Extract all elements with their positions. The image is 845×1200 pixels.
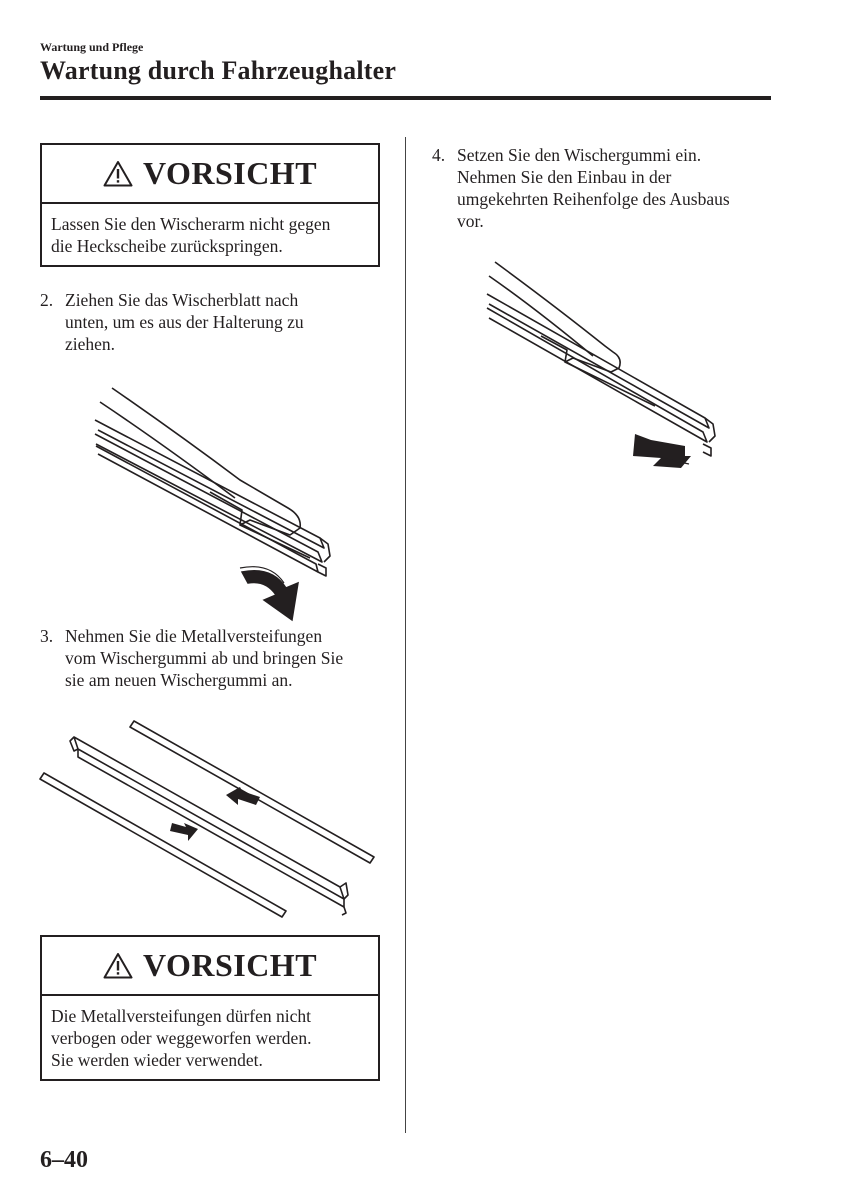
caution-line: Die Metallversteifungen dürfen nicht bbox=[51, 1006, 311, 1026]
title-rule bbox=[40, 96, 771, 100]
step-line: ziehen. bbox=[65, 334, 116, 354]
caution-line: Lassen Sie den Wischerarm nicht gegen bbox=[51, 214, 331, 234]
step-line: Nehmen Sie den Einbau in der bbox=[457, 167, 672, 187]
step-line: unten, um es aus der Halterung zu bbox=[65, 312, 304, 332]
step-line: umgekehrten Reihenfolge des Ausbaus bbox=[457, 189, 730, 209]
step-text bbox=[65, 625, 343, 691]
caution-body bbox=[42, 996, 378, 1081]
step-number: 4. bbox=[432, 145, 446, 165]
caution-heading: VORSICHT bbox=[142, 155, 318, 191]
step-line: sie am neuen Wischergummi an. bbox=[65, 670, 293, 690]
caution-heading: VORSICHT bbox=[142, 947, 318, 983]
step-number: 3. bbox=[40, 626, 54, 646]
caution-line: Sie werden wieder verwendet. bbox=[51, 1050, 263, 1070]
caution-line: verbogen oder weggeworfen werden. bbox=[51, 1028, 312, 1048]
arrow-down-icon bbox=[242, 571, 298, 620]
step-text bbox=[65, 289, 304, 355]
wiper-removal-illustration bbox=[90, 380, 350, 630]
caution-body bbox=[42, 204, 378, 267]
caution-header bbox=[42, 145, 378, 204]
caution-header bbox=[42, 937, 378, 996]
step-3 bbox=[40, 625, 390, 695]
step-text bbox=[457, 144, 730, 232]
wiper-install-illustration bbox=[485, 258, 725, 473]
arrow-right-icon bbox=[170, 823, 198, 841]
warning-triangle-icon bbox=[103, 160, 133, 187]
step-2 bbox=[40, 289, 390, 359]
caution-box-1 bbox=[40, 143, 380, 267]
step-line: Setzen Sie den Wischergummi ein. bbox=[457, 145, 702, 165]
column-divider bbox=[405, 137, 406, 1133]
page-number: 6–40 bbox=[40, 1147, 88, 1173]
warning-triangle-icon bbox=[103, 952, 133, 979]
caution-box-2 bbox=[40, 935, 380, 1081]
caution-line: die Heckscheibe zurückspringen. bbox=[51, 236, 283, 256]
step-number: 2. bbox=[40, 290, 54, 310]
step-line: Ziehen Sie das Wischerblatt nach bbox=[65, 290, 299, 310]
step-line: vom Wischergummi ab und bringen Sie bbox=[65, 648, 344, 668]
page-title: Wartung durch Fahrzeughalter bbox=[40, 56, 397, 85]
section-label: Wartung und Pflege bbox=[40, 40, 144, 54]
step-line: vor. bbox=[457, 211, 484, 231]
stiffener-illustration bbox=[40, 715, 385, 920]
step-4 bbox=[432, 144, 792, 236]
step-line: Nehmen Sie die Metallversteifungen bbox=[65, 626, 323, 646]
